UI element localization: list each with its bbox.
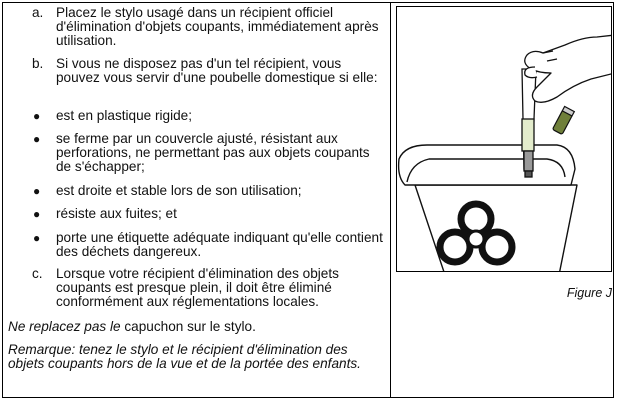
- step-c-marker: c.: [32, 266, 43, 281]
- cap-note-text: capuchon sur le stylo.: [120, 319, 256, 334]
- bullet-text: est en plastique rigide;: [56, 108, 193, 123]
- step-b-marker: b.: [32, 56, 44, 71]
- pen-cap-icon: [552, 106, 574, 134]
- bullet-text: est droite et stable lors de son utilisation;: [56, 183, 302, 198]
- sharps-disposal-illustration: [397, 7, 612, 272]
- hand-icon: [525, 35, 612, 102]
- bullet-icon: ●: [33, 109, 41, 123]
- cap-note: [8, 320, 384, 334]
- step-a-marker: a.: [32, 5, 44, 20]
- step-c-text: Lorsque votre récipient d'élimination des objets coupants est presque plein, il doit être éliminé conformément aux réglementations locales.: [56, 266, 339, 309]
- container-opening: [399, 145, 575, 185]
- bullet-icon: ●: [33, 184, 41, 198]
- bullet-icon: ●: [33, 132, 41, 146]
- bullet-icon: ●: [33, 231, 41, 245]
- bullet-text: résiste aux fuites; et: [56, 206, 177, 221]
- bullet-text: se ferme par un couvercle ajusté, résistant aux perforations, ne permettant pas aux objets coupants de s'échapper;: [56, 131, 370, 174]
- column-divider: [390, 2, 391, 398]
- figure-caption: Figure J: [566, 286, 612, 300]
- cap-note-italic: Ne replacez pas le: [8, 319, 121, 334]
- bullet-text: porte une étiquette adéquate indiquant qu'elle contient des déchets dangereux.: [56, 230, 383, 259]
- figure-illustration: [396, 6, 612, 272]
- step-b-text: Si vous ne disposez pas d'un tel récipient, vous pouvez vous servir d'une poubelle domestique si elle:: [56, 56, 378, 85]
- remark-note: Remarque: tenez le stylo et le récipient d'élimination des objets coupants hors de la vue et de la portée des enfants.: [8, 342, 361, 371]
- step-a-text: Placez le stylo usagé dans un récipient officiel d'élimination d'objets coupants, immédiatement après utilisation.: [56, 5, 379, 48]
- bullet-icon: ●: [33, 207, 41, 221]
